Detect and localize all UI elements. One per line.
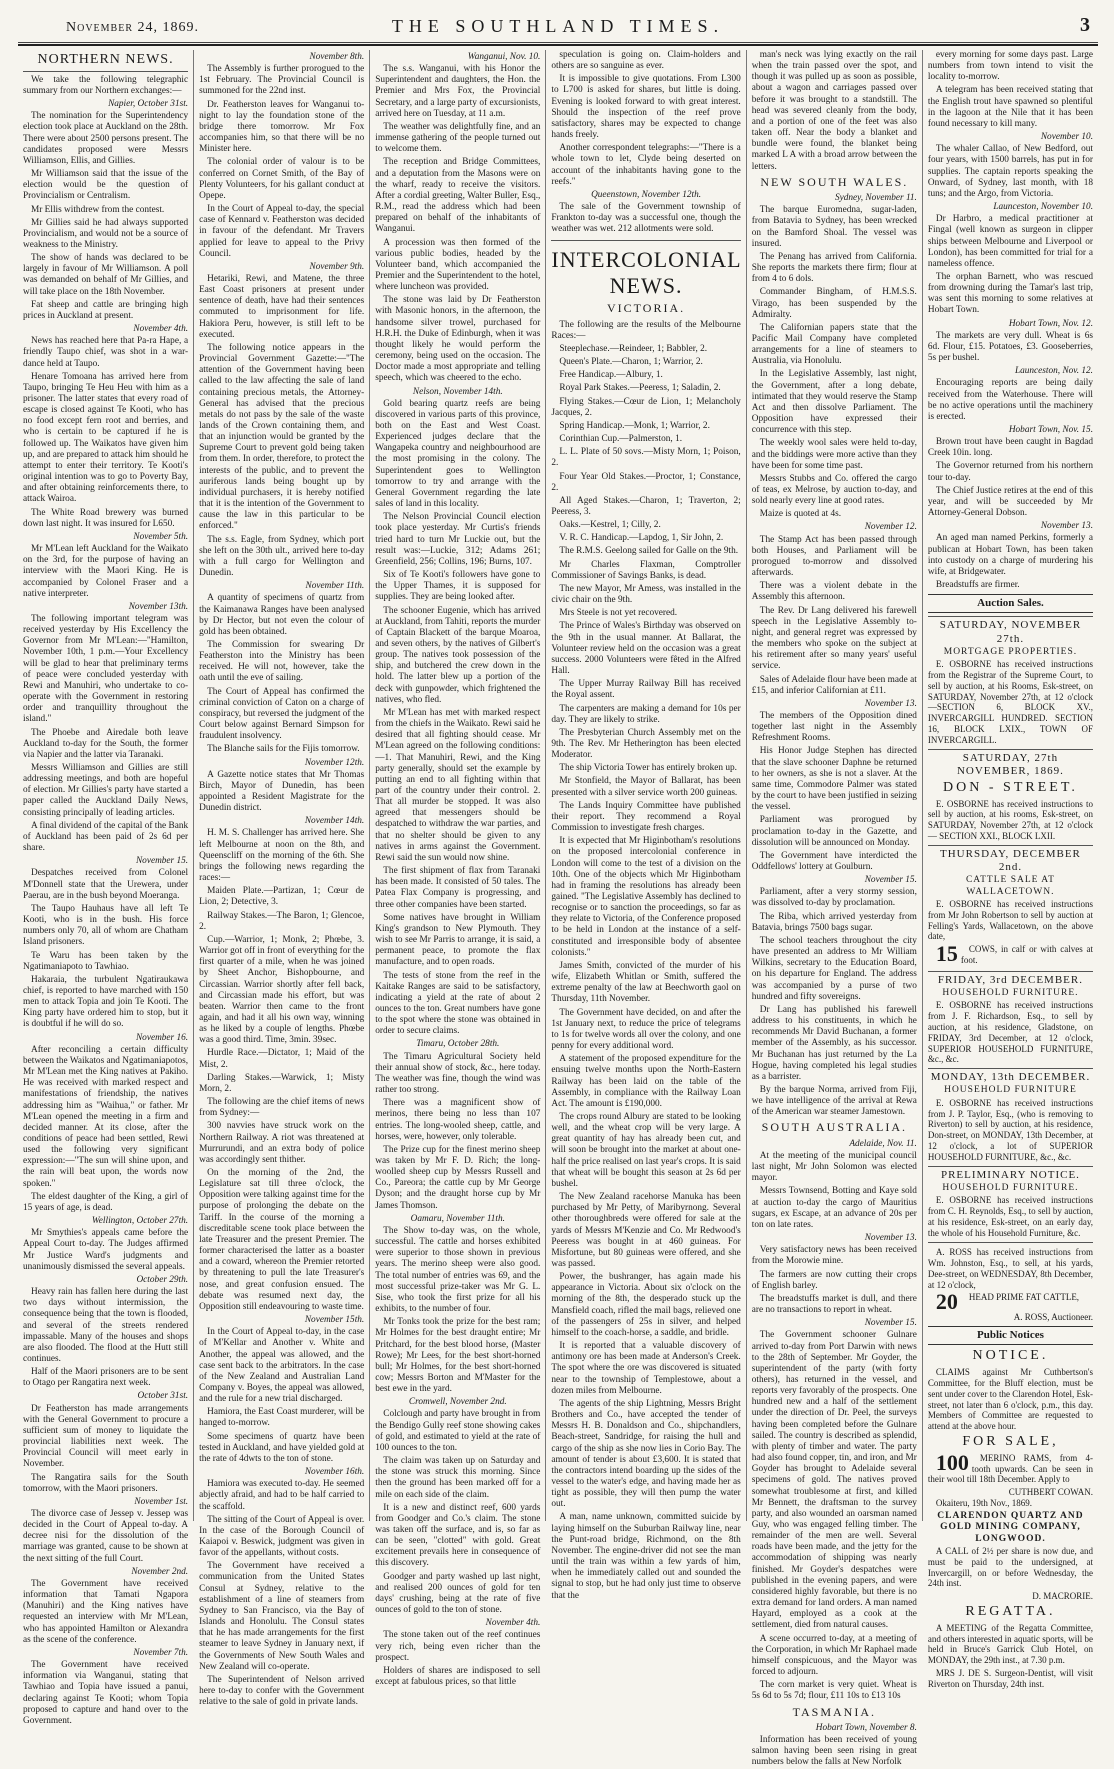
section-title-northern-news: NORTHERN NEWS. — [23, 52, 188, 72]
ad-lot — [927, 1449, 1094, 1485]
paragraph: The show of hands was declared to be largely in favour of Mr Williamson. A poll was demanded on behalf of Mr Gillies, and will take place on the 18th November. — [23, 253, 189, 297]
dateline: November 9th. — [309, 261, 365, 272]
paragraph: His Honor Judge Stephen has directed that the slave schooner Daphne be returned to her owners, as she is not a slaver. At the same time, Commodore Palmer was stated by the court to have been justified in seizing the vessel. — [751, 746, 917, 813]
paragraph: It is impossible to give quotations. From L300 to L700 is asked for shares, but little is doing. Evening is looked forward to with great interest. Should the inspection of the reef prove satisfactory, shares may be expected to change hands freely. — [551, 74, 741, 141]
paragraph: News has reached here that Pa-ra Hape, a friendly Taupo chief, was shot in a war-dance held at Taupo. — [23, 336, 189, 369]
paragraph: Information has been received of young salmon having been seen rising in great numbers below the falls at New Norfolk — [751, 1735, 917, 1768]
dateline: November 16th. — [304, 1467, 365, 1478]
paragraph: Mr Williamson said that the issue of the election would be the question of Provincialism or Centralism. — [23, 169, 189, 202]
ad-subheading: HOUSEHOLD FURNITURE. — [942, 1182, 1079, 1193]
paragraph: The Prince of Wales's Birthday was observed on the 9th in the usual manner. At Ballarat, the Volunteer review held on the occasion was a great success. 2000 Volunteers were fêted in the Alfred Hall. — [551, 621, 741, 677]
dateline: November 16. — [135, 1032, 189, 1043]
dateline: November 15. — [864, 875, 917, 886]
divider — [551, 240, 740, 241]
paragraph: A Gazette notice states that Mr Thomas Birch, Mayor of Dunedin, has been appointed a Resident Magistrate for the Dunedin district. — [199, 769, 365, 814]
paragraph: Hetariki, Rewi, and Matene, the three East Coast prisoners at present under sentence of death, have had their sentences commuted to imprisonment for life. Hakiora Peru, however, is still left to be executed. — [199, 273, 365, 340]
paragraph: Four Year Old Stakes.—Proctor, 1; Constance, 2. — [551, 471, 741, 493]
paragraph: A man, name unknown, committed suicide by laying himself on the Suburban Railway line, near the Punt-road bridge, Richmond, on the 8th November. The engine-driver did not see the man until the train was within a few yards of him, when he immediately called out and sounded the signal to stop, but he had only just time to observe that the — [551, 1512, 741, 1601]
paragraph: Corinthian Cup.—Palmerston, 1. — [559, 434, 683, 445]
paragraph: The s.s. Wanganui, with his Honor the Superintendent and daughters, the Hon. the Premier and Mrs Fox, the Provincial Secretary, and a large party of excursionists, arrived here on Tuesday, at 11 a.m. — [375, 64, 541, 119]
paragraph: A telegram has been received stating that the English trout have spawned so plentiful in the lagoon at the Nile that it has been found necessary to kill many. — [927, 85, 1094, 129]
paragraph: It is a new and distinct reef, 600 yards from Goodger and Co.'s claim. The stone was taken off the surface, and is, so far as can be seen, "clotted" with gold. Great excitement prevails here in consequence of this discovery. — [375, 1502, 541, 1569]
paragraph: The s.s. Eagle, from Sydney, which port she left on the 30th ult., arrived here to-day with a full cargo for Wellington and Dunedin. — [199, 534, 365, 579]
dateline: November 4th. — [485, 1618, 541, 1629]
ad-body: E. OSBORNE has received instructions from C. H. Reynolds, Esq., to sell by auction, at his residence, Esk-street, on an early day, the whole of his Household Furniture, &c. — [927, 1195, 1094, 1238]
paragraph: Fat sheep and cattle are bringing high prices in Auckland at present. — [23, 299, 189, 321]
ad-lot-description: COWS, in calf or with calves at foot. — [960, 944, 1094, 966]
paragraph: The Presbyterian Church Assembly met on the 9th. The Rev. Mr Hetherington has been elected Moderator. — [551, 727, 741, 761]
paragraph: Mrs Steele is not yet recovered. — [559, 608, 678, 619]
paragraph: Heavy rain has fallen here during the last two days without intermission, the consequence being that the town is flooded, and several of the streets rendered impassable. Many of the houses and shops are also flooded. The flood at the Hutt still continues. — [23, 1287, 189, 1364]
section-title-intercolonial-news: INTERCOLONIAL NEWS. — [551, 246, 742, 298]
for-sale-heading: FOR SALE, — [962, 1434, 1059, 1450]
dateline: November 15. — [864, 1318, 917, 1329]
paragraph: The stone taken out of the reef continues very rich, being even richer than the prospect. — [375, 1630, 541, 1663]
ad-body: MRS J. DE S. Surgeon-Dentist, will visit Riverton on Thursday, 24th inst. — [927, 1667, 1094, 1689]
paragraph: The corn market is very quiet. Wheat is 5s 6d to 5s 7d; flour, £11 10s to £13 10s — [751, 1680, 917, 1702]
paragraph: Mr Charles Flaxman, Comptroller Commissioner of Savings Banks, is dead. — [551, 559, 741, 581]
public-notices-heading: Public Notices — [928, 1326, 1093, 1345]
page-number: 3 — [1080, 14, 1090, 36]
paragraph: Commander Bingham, of H.M.S.S. Virago, has been suspended by the Admiralty. — [751, 287, 917, 320]
paragraph: Mr Stonfield, the Mayor of Ballarat, has been presented with a silver service worth 200 guineas. — [551, 776, 741, 798]
paragraph: man's neck was lying exactly on the rail when the train passed over the spot, and though it was pulled up as soon as possible, about a wagon and carriages passed over before it was brought to a standstill. The head was severed cleanly from the body, and a portion of one of the feet was also taken off. Near the body a blanket and bundle were found, the blanket being marked L A with a broad arrow between the letters. — [751, 50, 917, 172]
paragraph: Dr. Featherston leaves for Wanganui to-night to lay the foundation stone of the bridge there tomorrow. Mr Fox accompanies him, so that there will be no Minister here. — [199, 99, 365, 155]
column-1 — [18, 50, 194, 1726]
paragraph: Messrs Townsend, Botting and Kaye sold at auction to-day the cargo of Mauritius sugars, ex Escape, at an advance of 20s per ton on late rates. — [751, 1186, 917, 1230]
column-3 — [370, 50, 546, 1688]
paragraph: In the Court of Appeal to-day, the special case of Kennard v. Featherston was decided in favour of the defendant. Mr Travers applied for leave to appeal to the Privy Council. — [199, 204, 365, 259]
paragraph: The Taupo Hauhaus have all left Te Kooti, who is in the bush. His force numbers only 70, all of whom are Chatham Island prisoners. — [23, 903, 189, 948]
dateline: Oamaru, November 11th. — [410, 1213, 505, 1224]
paragraph: The claim was taken up on Saturday and the stone was struck this morning. Since then the ground has been marked off for a mile on each side of the claim. — [375, 1456, 541, 1500]
paragraph: The following notice appears in the Provincial Government Gazette:—"The attention of the Government having been called to the law affecting the sale of land containing precious metals, the Attorney-General has advised that the precious metals do not pass by the sale of the waste lands of the Crown containing them, and that an injunction would be granted by the Supreme Court to prevent gold being taken from them. In order, therefore, to protect the interests of the public, and to prevent the auriferous lands being bought up by individual purchasers, it is hereby notified that it is the intention of the Government to cause the law in this particular to be enforced." — [199, 342, 365, 532]
paragraph: Queen's Plate.—Charon, 1; Warrior, 2. — [559, 357, 703, 368]
paragraph: Mr Tonks took the prize for the best ram; Mr Holmes for the best draught entire; Mr Pritchard, for the best blood horse, (Master Rowe); Mr Lees, for the best short-horned bull; Mr Holmes, for the best short-horned cow; Messrs Borton and M'Master for the best ewe in the yard. — [375, 1317, 541, 1395]
paragraph: The weekly wool sales were held to-day, and the biddings were more active than they have been for some time past. — [751, 438, 917, 471]
paragraph: Railway Stakes.—The Baron, 1; Glencoe, 2. — [199, 910, 365, 932]
paragraph: The markets are very dull. Wheat is 6s 6d. Flour, £15. Potatoes, £3. Gooseberries, 5s per bushel. — [927, 330, 1094, 364]
ad-body: A. ROSS has received instructions from Wm. Johnston, Esq., to sell, at his yards, Dee-street, on WEDNESDAY, 8th December, at 12 o'clock, — [927, 1247, 1094, 1290]
ad-lot — [928, 941, 1094, 967]
paragraph: The Superintendent of Nelson arrived here to-day to confer with the Government relative to the sale of gold in private lands. — [199, 1674, 365, 1708]
paragraph: V. R. C. Handicap.—Lapdog, 1, Sir John, 2. — [559, 533, 724, 544]
paragraph: The Phoebe and Airedale both leave Auckland to-day for the South, the former via Napier and the latter via Taranaki. — [23, 727, 189, 760]
ad-date: FRIDAY, 3rd DECEMBER. — [928, 971, 1093, 987]
paragraph: An aged man named Perkins, formerly a publican at Hobart Town, has been taken into custody on a charge of murdering his wife, at Bridgewater. — [927, 533, 1094, 577]
ad-heading: DON - STREET. — [943, 779, 1078, 795]
paragraph: The Government have interdicted the Oddfellows' lottery at Goulburn. — [751, 850, 917, 873]
paragraph: Mr Smythies's appeals came before the Appeal Court to-day. The Judges affirmed Mr Justice Ward's judgments and unanimously dismissed the several appeals. — [23, 1228, 189, 1272]
paragraph: Maiden Plate.—Partizan, 1; Cœur de Lion, 2; Detective, 3. — [199, 886, 365, 908]
paragraph: In the Legislative Assembly, last night, the Government, after a long debate, intimated that they would reserve the Stamp Act and then dissolve Parliament. The Opposition have expressed their concurrence with this step. — [751, 369, 917, 436]
dateline: November 13. — [864, 698, 917, 709]
paragraph: Spring Handicap.—Monk, 1; Warrior, 2. — [559, 420, 710, 431]
ad-lot-number: 20 — [935, 1289, 958, 1315]
subsection-title-new-south-wales: NEW SOUTH WALES. — [760, 174, 909, 189]
paragraph: The Stamp Act has been passed through both Houses, and Parliament will be prorogued to-morrow and dissolved afterwards. — [751, 534, 917, 579]
paragraph: Half of the Maori prisoners are to be sent to Otago per Rangatira next week. — [23, 1367, 189, 1389]
ad-place-date: Okaiteru, 19th Nov., 1869. — [935, 1498, 1033, 1509]
paragraph: Brown trout have been caught in Bagdad Creek 10in. long. — [927, 437, 1094, 459]
paragraph: The carpenters are making a demand for 10s per day. They are likely to strike. — [551, 703, 741, 725]
ad-date: PRELIMINARY NOTICE. — [928, 1166, 1093, 1182]
dateline: November 5th. — [133, 531, 189, 542]
paragraph: We take the following telegraphic summary from our Northern exchanges:— — [23, 74, 189, 96]
ad-date: MONDAY, 13th DECEMBER. — [928, 1068, 1093, 1084]
auction-sales-heading: Auction Sales. — [928, 594, 1093, 613]
paragraph: The crops round Albury are stated to be looking well, and the wheat crop will be very large. A great quantity of hay has already been cut, and will soon be brought into the market at about one-half the price realised on last year's crops. It is said that wheat will be bought this season at 2s 6d per bushel. — [551, 1111, 741, 1189]
paragraph: speculation is going on. Claim-holders and others are so sanguine as ever. — [551, 50, 741, 72]
paragraph: Cup.—Warrior, 1; Monk, 2; Phœbe, 3. Warrior got off in front of everything for the first quarter of a mile, when he was joined by Sheet Anchor, Bishopbourne, and Circassian. Warrior shortly after fell back, and Circassian made his effort, but was beaten. Warrior then came to the front again, and had it all his own way, winning as he liked by a couple of lengths. Phœbe was a good third. Time, 3min. 39sec. — [199, 934, 365, 1046]
paragraph: The school teachers throughout the city have presented an address to Mr William Wilkins, secretary to the Education Board, on his departure for England. The address was accompanied by a purse of two hundred and fifty sovereigns. — [751, 935, 917, 1002]
ad-body: A MEETING of the Regatta Committee, and others interested in aquatic sports, will be held in Bruce's Garrick Club Hotel, on MONDAY, the 29th inst., at 7.30 p.m. — [927, 1622, 1094, 1666]
paragraph: The first shipment of flax from Taranaki has been made. It consisted of 50 tales. The Patea Flax Company is progressing, and three other companies have been started. — [375, 866, 541, 910]
paragraph: James Smith, convicted of the murder of his wife, Elizabeth Whitlan or Smith, suffered the extreme penalty of the law at Beechworth gaol on Thursday, 11th November. — [551, 960, 741, 1005]
dateline: November 13. — [864, 1233, 917, 1244]
regatta-heading: REGATTA. — [965, 1603, 1056, 1619]
ad-subheading: HOUSEHOLD FURNITURE — [944, 1085, 1077, 1096]
paragraph: Some natives have brought in William King's grandson to New Plymouth. They wish to see Mr Parris to arrange, it is said, a permanent peace, to promote the flax manufacture, and to open roads. — [375, 912, 541, 968]
paragraph: The Riba, which arrived yesterday from Batavia, brings 7500 bags sugar. — [751, 911, 917, 933]
ad-body: E. OSBORNE has received instructions from J. F. Richardson, Esq., to sell by auction, at his residence, Gladstone, on FRIDAY, 3rd December, at 12 o'clock, SUPERIOR HOUSEHOLD FURNITURE, &c., &c. — [927, 1000, 1094, 1065]
paragraph: There was a violent debate in the Assembly this afternoon. — [751, 581, 917, 603]
paragraph: The Commission for swearing Dr Featherston into the Ministry has been received. He will not, however, take the oath until the eve of sailing. — [199, 639, 365, 684]
paragraph: The Rev. Dr Lang delivered his farewell speech in the Legislative Assembly to-night, and general regret was expressed by the members who spoke on the subject at his retirement after so many years' useful service. — [751, 605, 917, 672]
paragraph: The White Road brewery was burned down last night. It was insured for L650. — [23, 507, 189, 529]
column-4 — [546, 50, 746, 1601]
dateline: November 15. — [135, 856, 189, 867]
dateline: Napier, October 31st. — [108, 99, 189, 110]
column-5 — [747, 50, 923, 1768]
paragraph: Another correspondent telegraphs:—"There is a whole town to let, Clyde being deserted on account of the inhabitants having gone to the reefs." — [551, 143, 741, 187]
ad-date: SATURDAY, NOVEMBER 27th. — [928, 616, 1093, 645]
issue-date: November 24, 1869. — [66, 20, 200, 35]
ad-body: E. OSBORNE has received instructions to sell by auction, at his rooms, Esk-street, on SATURDAY, November 27th, at 12 o'clock— SECTION XXI., BLOCK LXII. — [927, 798, 1094, 842]
paragraph: every morning for some days past. Large numbers from town intend to visit the locality to-morrow. — [927, 50, 1094, 83]
paragraph: The breadstuffs market is dull, and there are no transactions to report in wheat. — [751, 1293, 917, 1316]
paragraph: A procession was then formed of the various public bodies, headed by the Volunteer band, which accompanied the Premier and the Superintendent to the hotel, where luncheon was provided. — [375, 237, 541, 293]
paragraph: The Assembly is further prorogued to the 1st February. The Provincial Council is summoned for the 22nd inst. — [199, 64, 365, 97]
paragraph: The Chief Justice retires at the end of this year, and will be succeeded by Mr Attorney-General Dobson. — [927, 485, 1094, 519]
dateline: November 8th. — [309, 52, 365, 62]
dateline: Adelaide, Nov. 11. — [849, 1138, 917, 1149]
paragraph: The sale of the Government township of Frankton to-day was a successful one, though the weather was wet. 212 allotments were sold. — [551, 202, 741, 235]
dateline: November 14th. — [304, 816, 365, 827]
paragraph: Gold bearing quartz reefs are being discovered in various parts of this province, both on the East and West Coast. Experienced judges declare that the Wangapeka country and neighbourhood are the most promising in the colony. The Superintendent goes to Wellington tomorrow to try and arrange with the General Government regarding the late sales of land in this locality. — [375, 398, 541, 510]
paragraph: Hurdle Race.—Dictator, 1; Maid of the Mist, 2. — [199, 1048, 365, 1070]
paragraph: The divorce case of Jessep v. Jessep was decided in the Court of Appeal to-day. A decree nisi for the dissolution of the marriage was granted, cause to be shown at the next sitting of the full Court. — [23, 1509, 189, 1564]
ad-subheading: HOUSEHOLD FURNITURE. — [942, 988, 1079, 998]
dateline: November 1st. — [134, 1496, 189, 1507]
paragraph: On the morning of the 2nd, the Legislature sat till three o'clock, the Opposition were talking against time for the purpose of prolonging the debate on the Tariff. In the course of the morning a discreditable scene took place between the late Treasurer and the present Premier. The former characterised the latter as a boaster and a coward, whereon the Premier retorted by threatening to pull the late Treasurer's nose, and great confusion ensued. The debate was resumed next day, the Opposition still endeavouring to waste time. — [199, 1168, 365, 1312]
paragraph: Dr Harbro, a medical practitioner at Fingal (well known as surgeon in clipper ships between Melbourne and Liverpool or London), has been committed for trial for a nameless offence. — [927, 214, 1094, 269]
paragraph: Hamiora, the East Coast murderer, will be hanged to-morrow. — [199, 1407, 365, 1429]
dateline: November 13th. — [128, 601, 189, 612]
paragraph: Messrs Williamson and Gillies are still addressing meetings, and both are hopeful of election. Mr Gillies's party have started a paper called the Auckland Daily News, consisting principally of leading articles. — [23, 763, 189, 818]
ad-lot-description: MERINO RAMS, from 4-tooth upwards. Can be seen in their wool till 18th December. Apply to — [927, 1452, 1094, 1485]
paragraph: In the Court of Appeal to-day, in the case of M'Kellar and Another v. White and Another, the appeal was allowed, and the case sent back to the arbitrators. In the case of the New Zealand and Australian Land Company v. Boyes, the appeal was allowed, and the rule for a new trial discharged. — [199, 1327, 365, 1405]
paragraph: The Penang has arrived from California. She reports the markets there firm; flour at from 4 to 6 dols. — [751, 251, 917, 285]
column-6 — [923, 50, 1098, 1689]
paragraph: The members of the Opposition dined together last night in the Assembly Refreshment Rooms. — [751, 710, 917, 744]
paragraph: Henare Tomoana has arrived here from Taupo, bringing Te Heu Heu with him as a prisoner. The latter states that every road of escape is closed against Te Kooti, who has no food except fern root and berries, and who is certain to be captured if he is followed up. The Waikatos have given him up, and are prepared to attack him should he attempt to enter their territory. Te Kooti's original intention was to go to Poverty Bay, and after obtaining reinforcements there, to attack Wairoa. — [23, 371, 189, 505]
ad-lot — [928, 1289, 1093, 1315]
paragraph: Holders of shares are indisposed to sell except at fabulous prices, so that little — [375, 1665, 541, 1688]
paragraph: The reception and Bridge Committees, and a deputation from the Masons were on the wharf, ready to receive the visitors. After a cordial greeting, Walter Buller, Esq., R.M., read the address which had been prepared on behalf of the inhabitants of Wanganui. — [375, 157, 541, 235]
dateline: Wellington, October 27th. — [91, 1216, 189, 1227]
dateline: November 15th. — [304, 1315, 365, 1326]
paragraph: The nomination for the Superintendency election took place at Auckland on the 28th. There were about 2500 persons present. The candidates proposed were Messrs Williamson, Ellis, and Gillies. — [23, 111, 189, 166]
newspaper-title: THE SOUTHLAND TIMES. — [391, 16, 725, 36]
paragraph: Parliament was prorogued by proclamation to-day in the Gazette, and dissolution will be announced on Monday. — [751, 815, 917, 848]
dateline: November 4th. — [133, 324, 189, 335]
paragraph: The whaler Callao, of New Bedford, out four years, with 1500 barrels, has put in for supplies. The captain reports speaking the Onward, of Sydney, last month, with 18 tuns; and the Argo, from Victoria. — [927, 144, 1094, 199]
dateline: Launceston, November 10. — [993, 202, 1094, 213]
paragraph: The stone was laid by Dr Featherston with Masonic honors, in the afternoon, the handsome silver trowel, purchased for H.R.H. the Duke of Edinburgh, when it was thought likely he would perform the ceremony, being used on the occasion. The Doctor made a most appropriate and telling speech, which was cheered to the echo. — [375, 295, 541, 384]
paragraph: Despatches received from Colonel M'Donnell state that the Urewera, under Paerau, are in the bush beyond Moeranga. — [23, 868, 189, 901]
paragraph: A statement of the proposed expenditure for the ensuing twelve months upon the North-Eastern Railway has been laid on the table of the Assembly, in compliance with the Railway Loan Act. The amount is £190,000. — [551, 1054, 741, 1109]
paragraph: The Governor returned from his northern tour to-day. — [927, 461, 1094, 483]
dateline: Hobart Town, November 8. — [815, 1722, 917, 1733]
paragraph: 300 navvies have struck work on the Northern Railway. A riot was threatened at Murrurundi, and an extra body of police was accordingly sent thither. — [199, 1121, 365, 1165]
paragraph: All Aged Stakes.—Charon, 1; Traverton, 2; Peeress, 3. — [551, 495, 741, 518]
paragraph: Encouraging reports are being daily received from the Waterhouse. There will be no active operations until the machinery is erected. — [927, 378, 1094, 422]
paragraph: The Blanche sails for the Fijis tomorrow. — [207, 744, 360, 755]
paragraph: The orphan Barnett, who was rescued from drowning during the Tamar's last trip, was sent this morning to some relatives at Hobart Town. — [927, 271, 1094, 316]
notice-heading: NOTICE. — [972, 1348, 1049, 1364]
ad-lot-description: HEAD PRIME FAT CATTLE, — [968, 1292, 1080, 1303]
ad-lot-number: 100 — [935, 1449, 969, 1475]
ad-body: E. OSBORNE has received instructions from the Registrar of the Supreme Court, to sell by auction, at his Rooms, Esk-street, on SATURDAY, November 27th, at 12 o'clock—SECTION 6, BLOCK XV., INVERCARGILL HUNDRED. SECTION 16, BLOCK LXIX., TOWN OF INVERCARGILL. — [927, 659, 1094, 745]
paragraph: The Prize cup for the finest merino sheep was taken by Mr F. D. Rich; the long-woolled sheep cup by Messrs Russell and Co., Pareora; the cattle cup by Mr George Dyson; and the draught horse cup by Mr James Thomson. — [375, 1144, 541, 1211]
paragraph: Messrs Stubbs and Co. offered the cargo of teas, ex Melrose, by auction to-day, and sold nearly every line at good rates. — [751, 473, 917, 507]
paragraph: Six of Te Kooti's followers have gone to the Upper Thames, it is supposed for supplies. They are being looked after. — [375, 570, 541, 603]
dateline: Nelson, November 14th. — [412, 386, 503, 397]
paragraph: Royal Park Stakes.—Peeress, 1; Saladin, 2. — [559, 383, 721, 394]
paragraph: Free Handicap.—Albury, 1. — [559, 370, 663, 381]
paragraph: Steeplechase.—Reindeer, 1; Babbler, 2. — [559, 343, 708, 354]
dateline: October 31st. — [137, 1391, 189, 1402]
paragraph: The following important telegram was received yesterday by His Excellency the Governor from Mr M'Lean:—"Hamilton, November 10th, 1 p.m.—Your Excellency will be glad to hear that preliminary terms of peace were concluded yesterday with Rewi and Manuhiri, who undertake to co-operate with the Government in restoring order and tranquillity throughout the island." — [23, 613, 189, 725]
paragraph: It is reported that a valuable discovery of antimony ore has been made at Anderson's Creek. The spot where the ore was discovered is situated near to the township of Templestowe, about a dozen miles from Melbourne. — [551, 1341, 741, 1396]
paragraph: The Government have received information via Wanganui, stating that Tawhiao and Topia have issued a panui, declaring against Te Kooti; whom Topia proposed to capture and hand over to the Government. — [23, 1660, 189, 1726]
ad-subheading: MORTGAGE PROPERTIES. — [943, 646, 1078, 657]
paragraph: The Government schooner Gulnare arrived to-day from Port Darwin with news to the 28th of September. Mr Goyder, the superintendent of the party (with forty others), has returned in the vessel, and reports very favorably of the prospects. One hundred new and a half of the settlement under the direction of Dr. Peel, the surveys having been completed before the Gulnare sailed. The country is described as splendid, with plenty of timber and water. The party had also found copper, tin, and iron, and Mr Goyder has brought to Adelaide several specimens of gold. The natives proved somewhat troublesome at first, and killed Mr Bennett, the draftsman to the survey party, and also wounded an oarsman named Guy, who was engaged felling timber. The remainder of the men are well. Several roads have been made, and the jetty for the accommodation of shipping was nearly finished. Mr Goyder's despatches were published in the evening papers, and were considered highly favorable, but there is no extra demand for land orders. A man named Hayard, employed as a cook at the settlement, died from natural causes. — [751, 1330, 917, 1631]
paragraph: Breadstuffs are firmer. — [935, 580, 1020, 591]
paragraph: Parliament, after a very stormy session, was dissolved to-day by proclamation. — [751, 887, 917, 909]
paragraph: Dr Featherston has made arrangements with the General Government to procure a sufficient sum of money to liquidate the provincial liabilities next week. The Provincial Council will meet early in November. — [23, 1403, 189, 1470]
paragraph: The ship Victoria Tower has entirely broken up. — [559, 763, 738, 774]
paragraph: Oaks.—Kestrel, 1; Cilly, 2. — [559, 520, 661, 531]
paragraph: There was a magnificent show of merinos, there being no less than 107 entries. The long-wooled sheep, cattle, and horses, were, however, only tolerable. — [375, 1098, 541, 1142]
column-2 — [194, 50, 370, 1708]
ad-body: CLAIMS against Mr Cuthbertson's Committee, for the Bluff election, must be sent under cover to the Clarendon Hotel, Esk-street, not later than 6 o'clock, p.m., this day. Members of Committee are requested to attend at the above hour. — [927, 1367, 1094, 1432]
paragraph: The Government have decided, on and after the 1st January next, to reduce the price of telegrams to 1s for twelve words all over the colony, and one penny for every additional word. — [551, 1007, 741, 1052]
dateline: November 10. — [1040, 132, 1094, 143]
paragraph: L. L. Plate of 50 sovs.—Misty Morn, 1; Poison, 2. — [551, 447, 741, 469]
paragraph: The new Mayor, Mr Amess, was installed in the civic chair on the 9th. — [551, 583, 741, 606]
subsection-title-tasmania: TASMANIA. — [792, 1704, 877, 1719]
paragraph: The Government have received information that Tamati Ngapora (Manuhiri) and the King natives have requested an interview with Mr M'Lean, who has appointed Hamilton or Alexandra as the scene of the conference. — [23, 1578, 189, 1645]
ad-body: E. OSBORNE has received instructions from Mr John Robertson to sell by auction at Felling's Yards, Wallacetown, on the above date, — [927, 899, 1094, 942]
dateline: Timaru, October 28th. — [416, 1039, 500, 1050]
company-heading: CLARENDON QUARTZ AND GOLD MINING COMPANY, LONGWOOD. — [937, 1510, 1084, 1544]
paragraph: The colonial order of valour is to be conferred on Cornet Smith, of the Bay of Plenty Volunteers, for his gallant conduct at Opepe. — [199, 157, 365, 201]
ad-signature: A. ROSS, Auctioneer. — [1013, 1312, 1094, 1323]
paragraph: The Government have received a communication from the United States Consul at Sydney, relative to the establishment of a line of steamers from Sydney to San Francisco, via the Bay of Islands and Honolulu. The Consul states that he has made arrangements for the first steamer to leave Sydney in January next, if the Governments of New South Wales and New Zealand will co-operate. — [199, 1561, 365, 1672]
dateline: November 7th. — [133, 1647, 189, 1658]
dateline: Launceston, Nov. 12. — [1014, 366, 1094, 377]
paragraph: Goodger and party washed up last night, and realised 200 ounces of gold for ten days' crushing, being at the rate of five ounces of gold to the ton of stone. — [375, 1571, 541, 1616]
paragraph: Maize is quoted at 4s. — [759, 509, 842, 520]
paragraph: Mr M'Lean left Auckland for the Waikato on the 3rd, for the purpose of having an interview with the Maori King. He is accompanied by Colonel Fraser and a native interpreter. — [23, 544, 189, 599]
dateline: Wanganui, Nov. 10. — [467, 52, 541, 62]
paragraph: The weather was delightfully fine, and an immense gathering of the people turned out to welcome them. — [375, 121, 541, 155]
ad-signature: D. MACRORIE. — [1032, 1591, 1094, 1602]
paragraph: The Nelson Provincial Council election took place yesterday. Mr Curtis's friends tried hard to turn Mr Luckie out, but the result was:—Luckie, 312; Adams 261; Greenfield, 256; Collins, 196; Burns, 107. — [375, 512, 541, 567]
paragraph: The following are the results of the Melbourne Races:— — [551, 319, 741, 341]
paragraph: At the meeting of the municipal council last night, Mr John Solomon was elected mayor. — [751, 1151, 917, 1184]
ad-subheading: CATTLE SALE AT WALLACETOWN. — [965, 875, 1055, 897]
paragraph: The sitting of the Court of Appeal is over. In the case of the Borough Council of Kaiapoi v. Beswick, judgment was given in favor of the appellants, without costs. — [199, 1514, 365, 1559]
paragraph: The Upper Murray Railway Bill has received the Royal assent. — [551, 679, 741, 701]
masthead — [18, 8, 1098, 46]
ad-body: A CALL of 2½ per share is now due, and must be paid to the undersigned, at Invercargill, on or before Wednesday, the 24th inst. — [927, 1546, 1094, 1589]
divider — [928, 1242, 1093, 1243]
dateline: November 12. — [864, 522, 917, 533]
paragraph: Dr Lang has published his farewell address to his constituents, in which he recommends Mr David Buchanan, a former member of the Assembly, as his successor. Mr Buchanan has just returned by the La Hogue, having completed his legal studies as a barrister. — [751, 1004, 917, 1082]
dateline: November 13. — [1040, 521, 1094, 532]
paragraph: The tests of stone from the reef in the Kaitake Ranges are said to be satisfactory, indicating a yield at the rate of about 2 ounces to the ton. Great numbers have gone to the spot where the stone was obtained in order to secure claims. — [375, 970, 541, 1037]
columns — [18, 50, 1098, 1768]
paragraph: The Rangatira sails for the South tomorrow, with the Maori prisoners. — [23, 1472, 189, 1494]
paragraph: The New Zealand racehorse Manuka has been purchased by Mr Petty, of Maribyrnong. Several other thoroughbreds were offered for sale at the yards of Messrs M'Kenzie and Co. Mr Redwood's Peeress was bought in at 460 guineas. For Misfortune, but 80 guineas were offered, and she was passed. — [551, 1192, 741, 1270]
paragraph: Hamiora was executed to-day. He seemed abjectly afraid, and had to be half carried to the scaffold. — [199, 1479, 365, 1512]
paragraph: The schooner Eugenie, which has arrived at Auckland, from Tahiti, reports the murder of Captain Blackett of the barque Moaroa, and seven others, by the natives of Gilbert's group. The natives took possession of the ship, and butchered the crew down in the hold. The latter blew up a portion of the deck with gunpowder, which frightened the natives, who fled. — [375, 605, 541, 705]
paragraph: After reconciling a certain difficulty between the Waikatos and Ngatimaniapotos, Mr M'Lean met the King natives at Pakiho. He was received with marked respect and manifestations of friendship, the natives addressing him as "Waihua," or father. Mr M'Lean opened the meeting in a firm and decided manner. At its close, after the conditions of peace had been settled, Rewi used the following very significant expression:—"The sun will shine upon, and the rain will beat upon, the words now spoken." — [23, 1044, 189, 1189]
dateline: Queenstown, November 12th. — [591, 189, 702, 200]
paragraph: The Show to-day was, on the whole, successful. The cattle and horses exhibited were superior to those shown in previous years. The merino sheep were also good. The total number of entries was 69, and the most successful prize-taker was Mr G. L. Sise, who took the first prize for all his exhibits, to the number of four. — [375, 1225, 541, 1315]
paragraph: Power, the bushranger, has again made his appearance in Victoria. About six o'clock on the morning of the 8th, the desperado stuck up the Mansfield coach, rifled the mail bags, relieved one of the passengers of 25s in silver, and helped himself to the coach-horse, a saddle, and bridle. — [551, 1272, 741, 1338]
paragraph: The following are the chief items of news from Sydney:— — [199, 1097, 365, 1119]
paragraph: Hakaraia, the turbulent Ngatiraukawa chief, is reported to have marched with 150 men to attack Topia and join Te Kooti. The King party have ordered him to stop, but it is doubtful if he will do so. — [23, 974, 189, 1030]
paragraph: H. M. S. Challenger has arrived here. She left Melbourne at noon on the 8th, and Queenscliff on the morning of the 6th. She brings the following news regarding the races:— — [199, 828, 365, 884]
dateline: Hobart Town, Nov. 15. — [1008, 425, 1094, 435]
subsection-title-south-australia: SOUTH AUSTRALIA. — [761, 1120, 907, 1135]
ad-signature: CUTHBERT COWAN. — [1008, 1487, 1094, 1498]
dateline: Cromwell, November 2nd. — [408, 1397, 507, 1408]
dateline: October 29th. — [136, 1274, 189, 1285]
ad-body: E. OSBORNE has received instructions from J. P. Taylor, Esq., (who is removing to Riverton) to sell by auction, at his residence, Don-street, on MONDAY, 13th December, at 12 o'clock, a lot of SUPERIOR HOUSEHOLD FURNITURE, &c., &c. — [927, 1097, 1094, 1162]
paragraph: The Court of Appeal has confirmed the criminal conviction of Caton on a charge of conspiracy, but reversed the judgment of the Court below against Bernard Simpson for fraudulent insolvency. — [199, 686, 365, 742]
paragraph: Mr Gillies said he had always supported Provincialism, and would not be a source of weakness to the Ministry. — [23, 217, 189, 250]
paragraph: Colclough and party have brought in from the Bendigo Gully reef stone showing cakes of gold, and estimated to yield at the rate of 100 ounces to the ton. — [375, 1409, 541, 1453]
paragraph: It is expected that Mr Higinbotham's resolutions on the proposed intercolonial conference in London will come to the test of a division on the 10th. One of the objects which Mr Higinbotham had in framing the resolutions has already been gained. "The Legislative Assembly has declined to recognise or to sanction the proceedings, so far as they relate to Victoria, of the Conference proposed to be held in London at the instance of a self-constituted and irresponsible body of absentee colonists." — [551, 836, 741, 958]
dateline: Sydney, November 11. — [834, 193, 917, 204]
paragraph: A final dividend of the capital of the Bank of Auckland has been paid of 2s 6d per share. — [23, 820, 189, 854]
dateline: November 12th. — [304, 757, 365, 768]
paragraph: Flying Stakes.—Cœur de Lion, 1; Melancholy Jacques, 2. — [551, 396, 741, 418]
paragraph: The Timaru Agricultural Society held their annual show of stock, &c., here today. The weather was fine, though the wind was rather too strong. — [375, 1051, 541, 1096]
paragraph: A scene occurred to-day, at a meeting of the Corporation, in which Mr Raphael made himself conspicuous, and the Mayor was forced to adjourn. — [751, 1633, 917, 1678]
subsection-title-victoria: VICTORIA. — [607, 301, 686, 316]
ad-lot-number: 15 — [935, 941, 958, 967]
paragraph: The farmers are now cutting their crops of English barley. — [751, 1269, 917, 1291]
paragraph: The R.M.S. Geelong sailed for Galle on the 9th. — [559, 546, 739, 557]
dateline: November 11th. — [305, 581, 365, 592]
paragraph: Darling Stakes.—Warwick, 1; Misty Morn, 2. — [199, 1072, 365, 1094]
dateline: November 2nd. — [131, 1566, 189, 1577]
masthead-rule — [18, 42, 1098, 43]
paragraph: Very satisfactory news has been received from the Morowie mine. — [751, 1245, 917, 1267]
paragraph: By the barque Norma, arrived from Fiji, we have intelligence of the arrival at Rewa of the American war steamer Jamestown. — [751, 1084, 917, 1118]
paragraph: The eldest daughter of the King, a girl of 15 years of age, is dead. — [23, 1191, 189, 1213]
paragraph: The Lands Inquiry Committee have published their report. They recommend a Royal Commission to investigate fresh charges. — [551, 800, 741, 834]
paragraph: Mr Ellis withdrew from the contest. — [31, 204, 165, 215]
paragraph: Mr M'Lean has met with marked respect from the chiefs in the Waikato. Rewi said he desired that all fighting should cease. Mr M'Lean agreed on the following conditions:—1. That Manuhiri, Rewi, and the King party generally, should set the example by putting an end to all fighting within that part of the country under their control. 2. That all murder be stopped. It was also agreed that messengers should be despatched to withdraw the war parties, and that no shelter should be given to any natives in arms against the Government. Rewi said the sun would now shine. — [375, 707, 541, 863]
paragraph: Sales of Adelaide flour have been made at £15, and inferior Californian at £11. — [751, 674, 917, 696]
dateline: Hobart Town, Nov. 12. — [1008, 318, 1094, 329]
paragraph: The barque Euromedna, sugar-laden, from Batavia to Sydney, has been wrecked on the Bamford Shoal. The vessel was insured. — [751, 205, 917, 249]
paragraph: Te Waru has been taken by the Ngatimaniapoto to Tawhiao. — [23, 950, 189, 972]
ad-date: THURSDAY, DECEMBER 2nd. — [928, 845, 1093, 874]
paragraph: Some specimens of quartz have been tested in Auckland, and have yielded gold at the rate of 4dwts to the ton of stone. — [199, 1431, 365, 1464]
ad-date: SATURDAY, 27th NOVEMBER, 1869. — [928, 749, 1093, 778]
paragraph: The Californian papers state that the Pacific Mail Company have completed arrangements for a line of steamers to Australia, via Honolulu. — [751, 322, 917, 367]
paragraph: The agents of the ship Lightning, Messrs Bright Brothers and Co., have accepted the tender of Messrs H. B. Donaldson and Co., shipchandlers, Beach-street, Sandridge, for raising the hull and cargo of the ship as she now lies in Corio Bay. The amount of tender is about £3,600. It is stated that the contractors intend boarding up the sides of the vessel to the water's edge, and having made her as tight as possible, they will then pump the water out. — [551, 1398, 741, 1510]
paragraph: A quantity of specimens of quartz from the Kaimanawa Ranges have been analysed by Dr Hector, but not even the colour of gold has been obtained. — [199, 593, 365, 637]
